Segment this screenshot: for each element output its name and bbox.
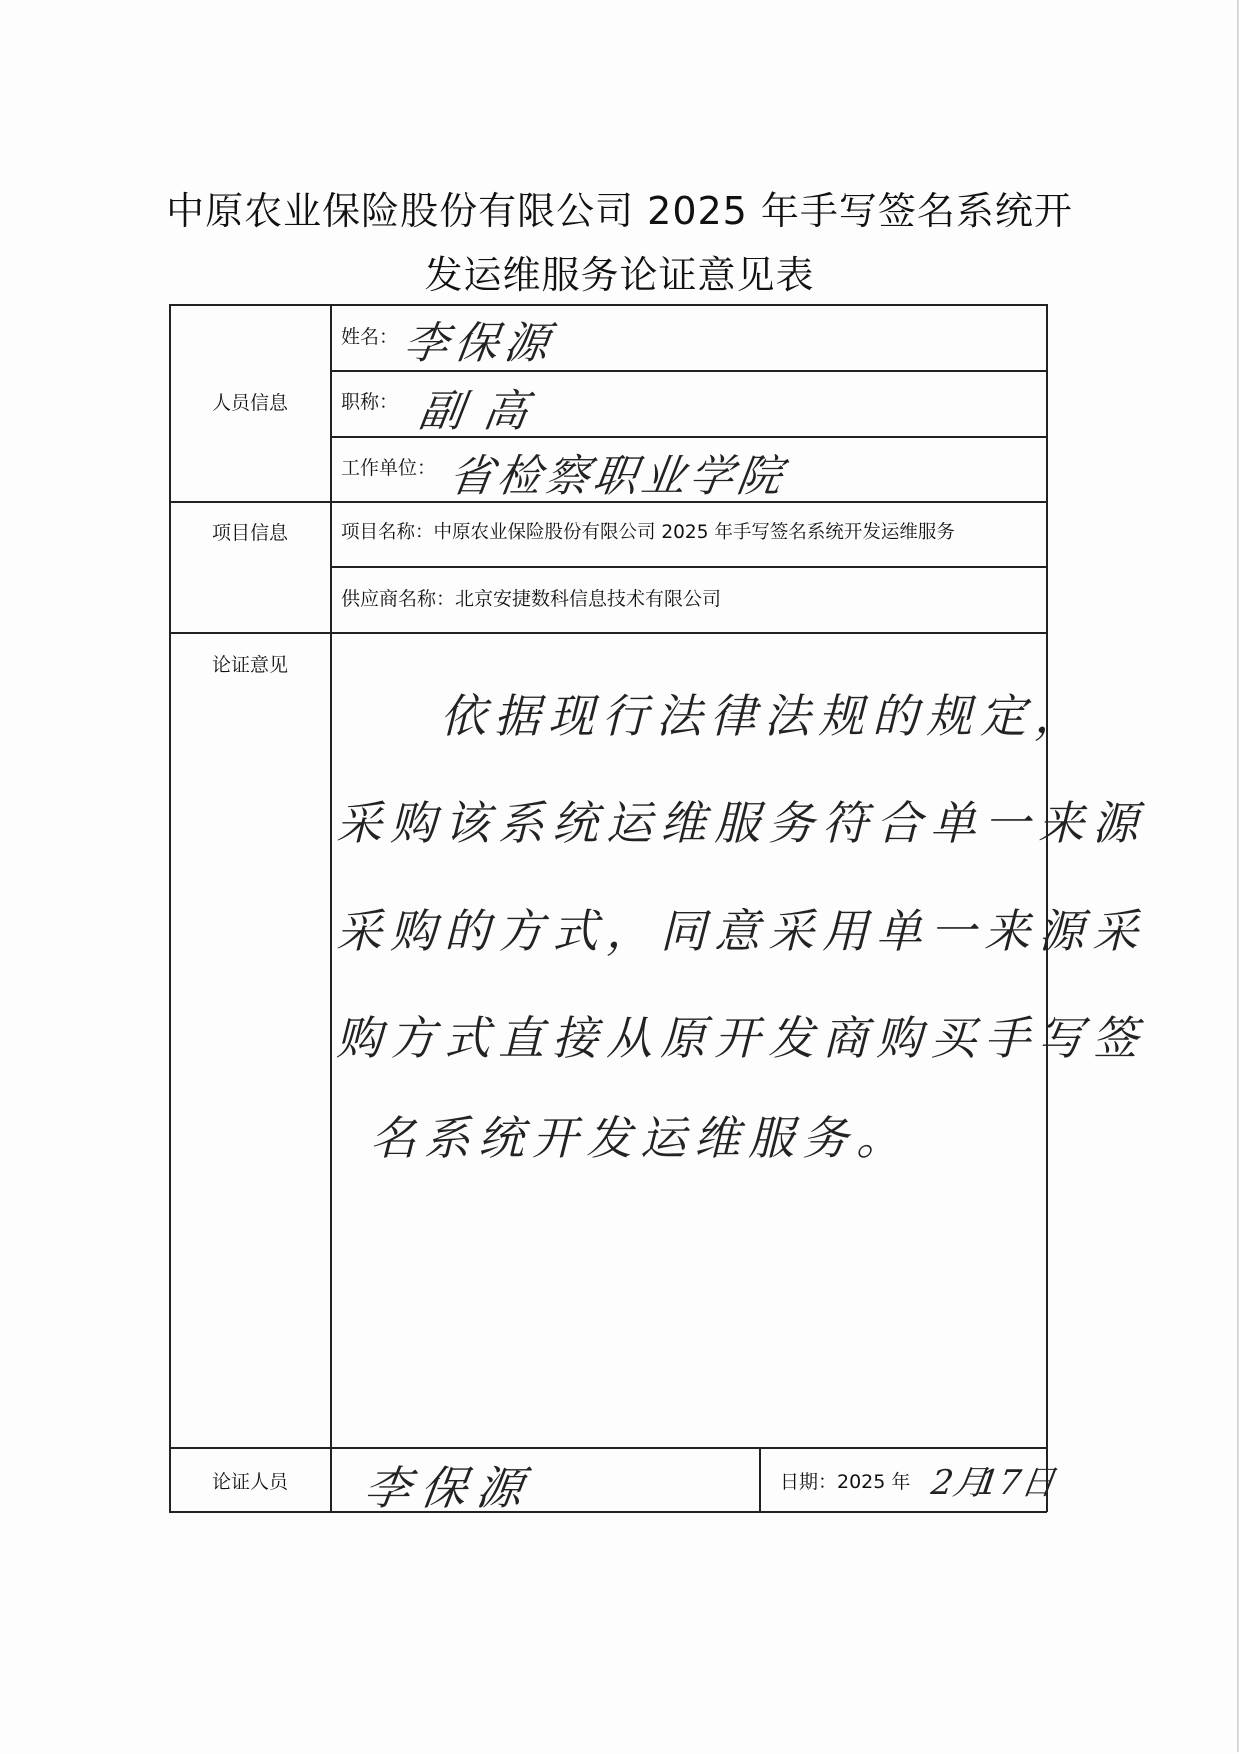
date-month-handwritten: 2月 [928,1463,990,1503]
date-label: 日期：2025 年 [780,1471,911,1493]
form-title-line-2: 发运维服务论证意见表 [424,253,815,297]
name-label: 姓名： [341,326,399,348]
opinion-line: 采购的方式，同意采用单一来源采 [336,904,1146,958]
work-unit-label: 工作单位： [341,457,437,479]
title-handwritten: 副高 [415,386,551,437]
form-title-line-1: 中原农业保险股份有限公司 2025 年手写签名系统开 [166,189,1073,233]
opinion-line: 购方式直接从原开发商购买手写签 [336,1011,1146,1065]
date-day-handwritten: 17日 [974,1463,1058,1503]
name-handwritten: 李保源 [400,318,558,369]
supplier-name: 供应商名称：北京安捷数科信息技术有限公司 [341,588,722,610]
work-unit-handwritten: 省检察职业学院 [445,451,789,502]
reviewer-label: 论证人员 [211,1471,288,1493]
title-label: 职称： [341,391,399,413]
project-name: 项目名称：中原农业保险股份有限公司 2025 年手写签名系统开发运维服务 [341,522,955,543]
opinion-line: 名系统开发运维服务。 [370,1111,910,1165]
opinion-line: 依据现行法律法规的规定， [440,689,1088,743]
project-section-label: 项目信息 [211,522,288,544]
personnel-section-label: 人员信息 [211,392,288,414]
reviewer-signature: 李保源 [360,1461,537,1515]
opinion-line: 采购该系统运维服务符合单一来源 [336,796,1146,850]
opinion-section-label: 论证意见 [211,654,288,676]
